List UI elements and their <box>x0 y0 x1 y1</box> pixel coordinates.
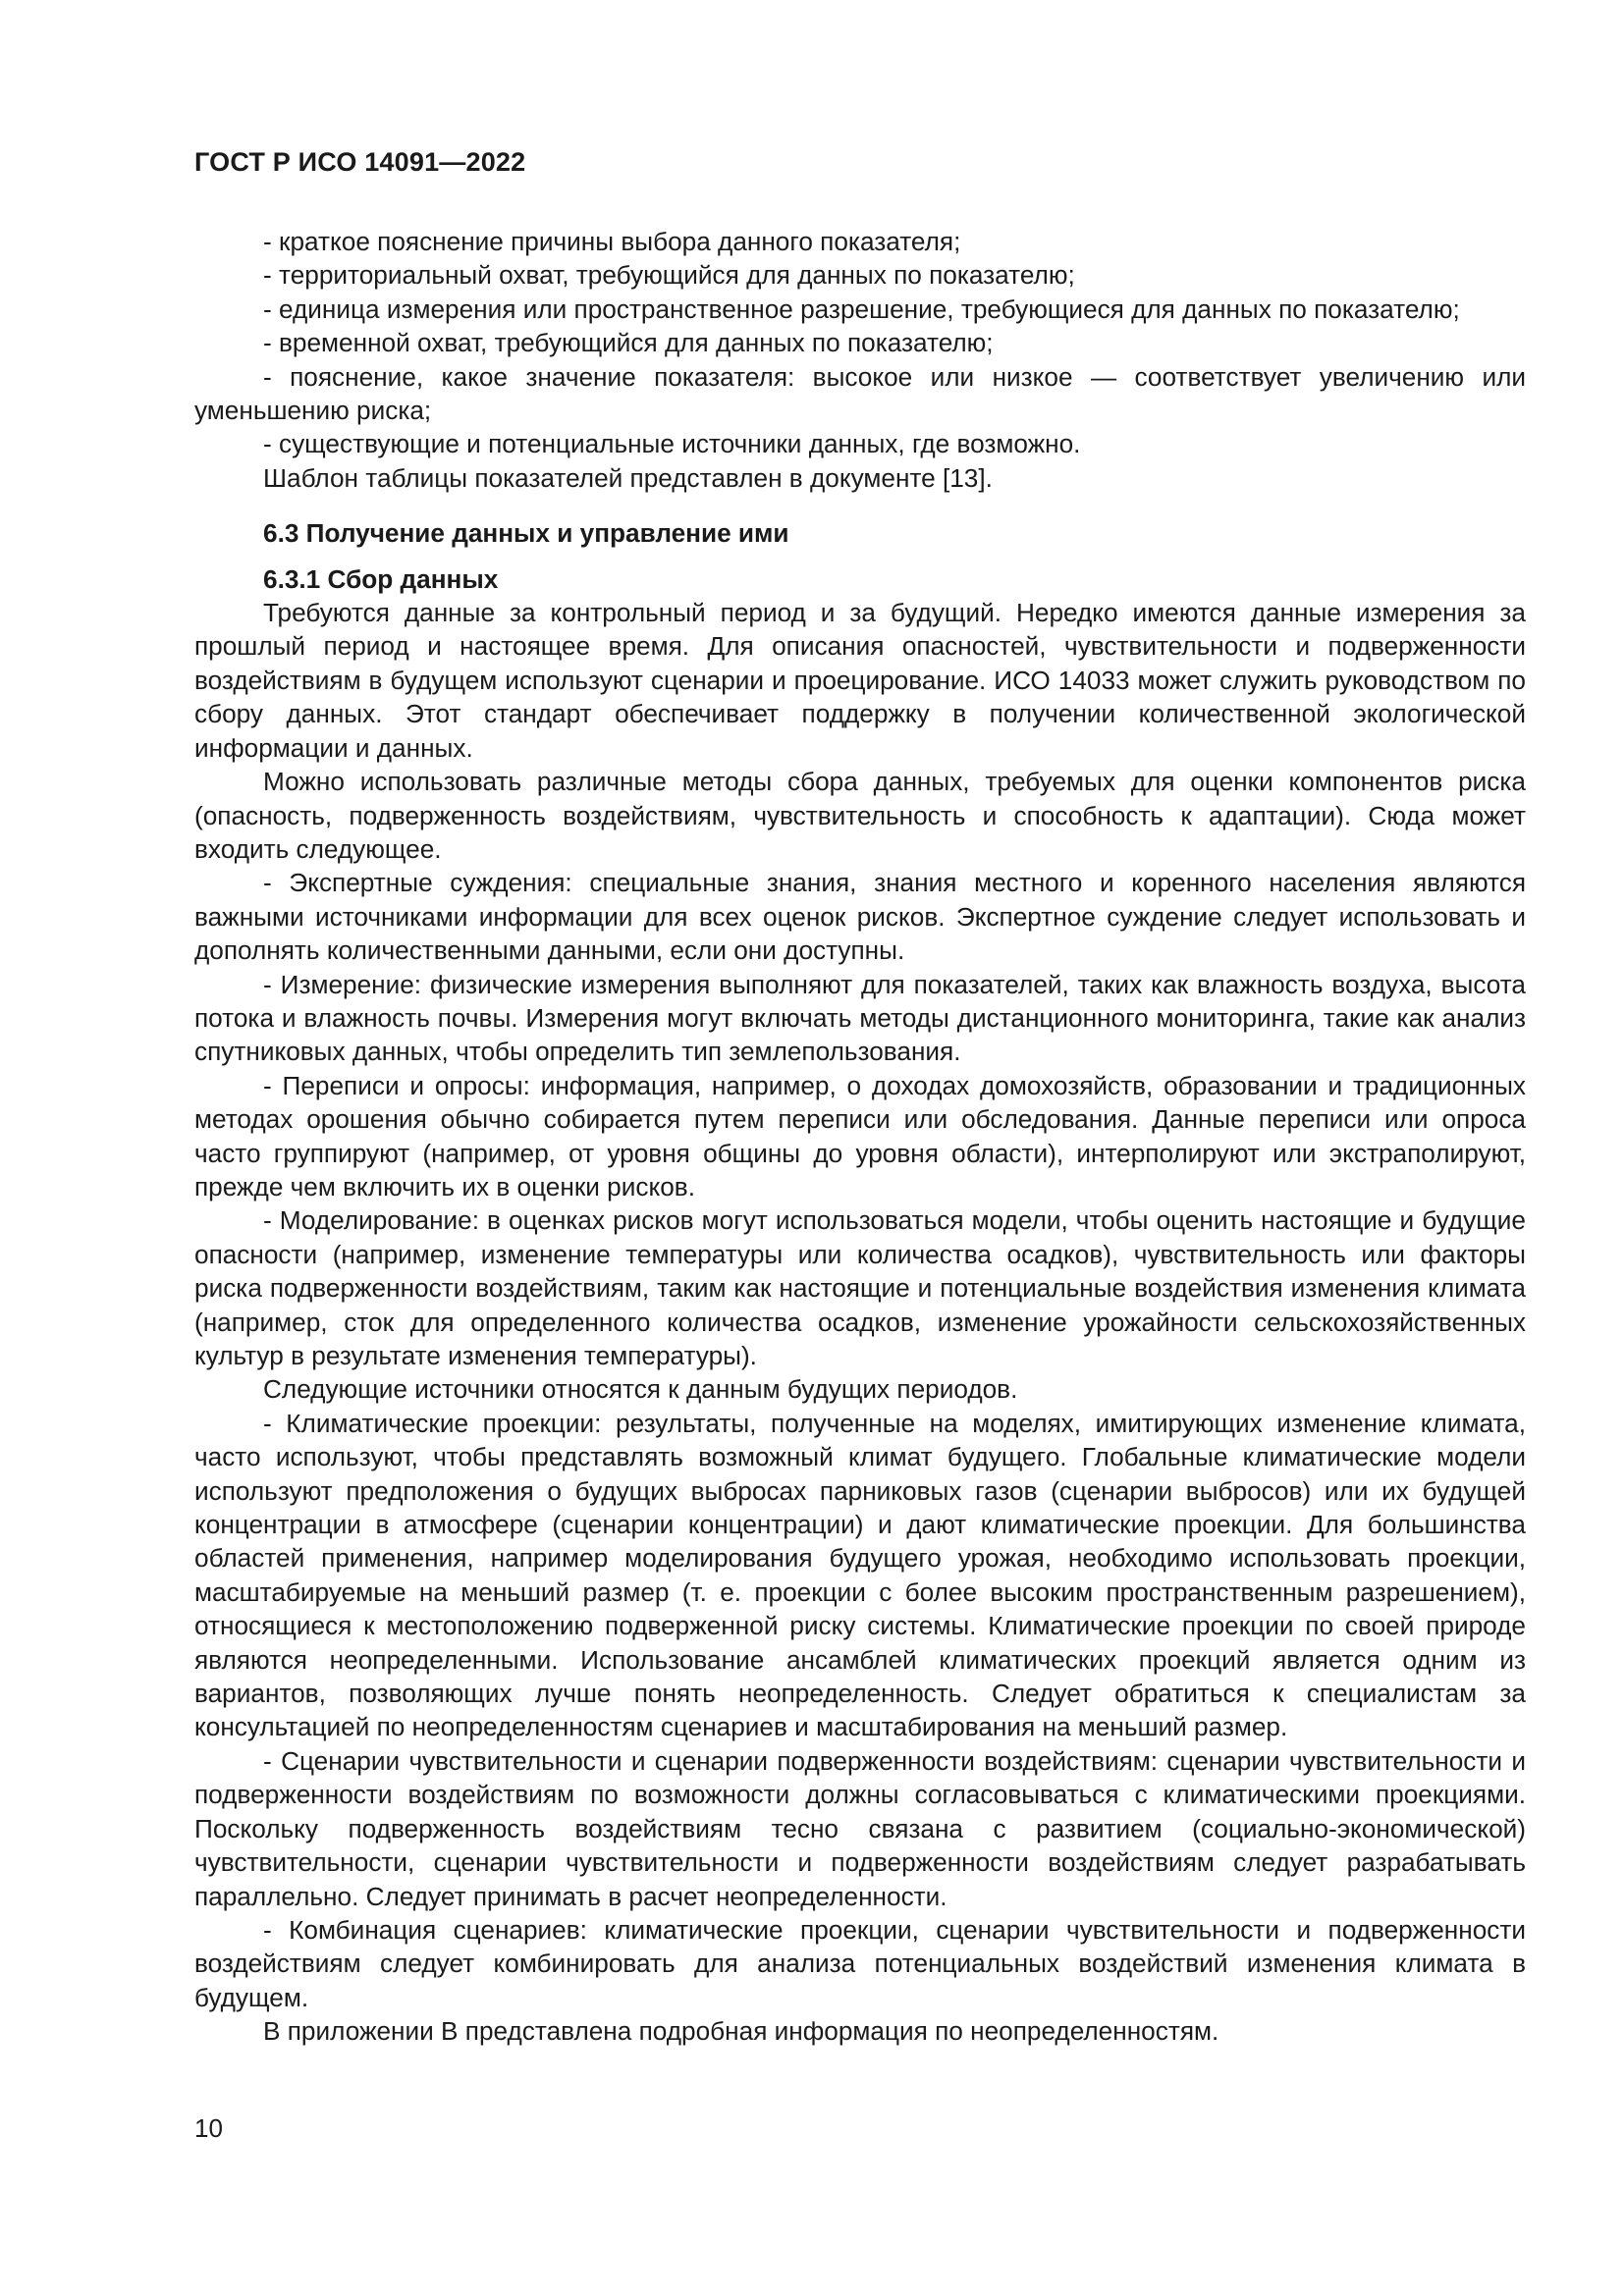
list-item: - Экспертные суждения: специальные знания, знания местного и коренного населения являются важными источниками информации для всех оценок рисков. Экспертное суждение следует использовать и дополнять количественными данными, если они доступны. <box>194 868 1526 966</box>
list-item: - Климатические проекции: результаты, полученные на моделях, имитирующих изменение климата, часто используют, чтобы представлять возможный климат будущего. Глобальные климатические модели используют предположения о будущих выбросах парниковых газов (сценарии выбросов) или их будущей концентрации в атмосфере (сценарии концентрации) и дают климатические проекции. Для большинства областей применения, например моделирования будущего урожая, необходимо использовать проекции, масштабируемые на меньший размер (т. е. проекции с более высоким пространственным разрешением), относящиеся к местоположению подверженной риску системы. Климатические проекции по своей природе являются неопределенными. Использование ансамблей климатических проекций является одним из вариантов, позволяющих лучше понять неопределенность. Следует обратиться к специалистам за консультацией по неопределенностям сценариев и масштабирования на меньший размер. <box>194 1408 1526 1742</box>
paragraph: Следующие источники относятся к данным будущих периодов. <box>263 1374 1018 1405</box>
list-item: - Измерение: физические измерения выполняют для показателей, таких как влажность воздуха, высота потока и влажность почвы. Измерения могут включать методы дистанционного мониторинга, такие как анализ спутниковых данных, чтобы определить тип землепользования. <box>194 969 1526 1067</box>
list-item: - единица измерения или пространственное разрешение, требующиеся для данных по показателю; <box>263 294 1460 324</box>
list-item: - временной охват, требующийся для данных по показателю; <box>263 328 994 358</box>
list-item: - пояснение, какое значение показателя: высокое или низкое — соответствует увеличению или уменьшению риска; <box>194 361 1526 426</box>
paragraph: Можно использовать различные методы сбора данных, требуемых для оценки компонентов риска (опасность, подверженность воздействиям, чувствительность и способность к адаптации). Сюда может входить следующее. <box>194 767 1526 864</box>
list-item: - Сценарии чувствительности и сценарии подверженности воздействиям: сценарии чувствительности и подверженности воздействиям по возможности должны согласовываться с климатическими проекциями. Поскольку подверженность воздействиям тесно связана с развитием (социально-экономической) чувствительности, сценарии чувствительности и подверженности воздействиям следует разрабатывать параллельно. Следует принимать в расчет неопределенности. <box>194 1745 1526 1911</box>
document-header: ГОСТ Р ИСО 14091—2022 <box>194 147 526 177</box>
list-item: - Переписи и опросы: информация, например, о доходах домохозяйств, образовании и традиционных методах орошения обычно собирается путем переписи или обследования. Данные переписи или опроса часто группируют (например, от уровня общины до уровня области), интерполируют или экстраполируют, прежде чем включить их в оценки рисков. <box>194 1070 1526 1201</box>
subsection-heading: 6.3.1 Сбор данных <box>263 563 499 594</box>
paragraph: Шаблон таблицы показателей представлен в документе [13]. <box>263 462 993 493</box>
page-number: 10 <box>194 2113 223 2143</box>
list-item: - территориальный охват, требующийся для данных по показателю; <box>263 260 1075 291</box>
section-heading: 6.3 Получение данных и управление ими <box>263 518 789 549</box>
list-item: - Комбинация сценариев: климатические проекции, сценарии чувствительности и подверженности воздействиям следует комбинировать для анализа потенциальных воздействий изменения климата в будущем. <box>194 1914 1526 2012</box>
document-body <box>194 225 1526 2049</box>
list-item: - существующие и потенциальные источники данных, где возможно. <box>263 429 1081 459</box>
paragraph: Требуются данные за контрольный период и за будущий. Нередко имеются данные измерения за прошлый период и настоящее время. Для описания опасностей, чувствительности и подверженности воздействиям в будущем используют сценарии и проецирование. ИСО 14033 может служить руководством по сбору данных. Этот стандарт обеспечивает поддержку в получении количественной экологической информации и данных. <box>194 598 1526 763</box>
list-item: - Моделирование: в оценках рисков могут использоваться модели, чтобы оценить настоящие и будущие опасности (например, изменение температуры или количества осадков), чувствительность или факторы риска подверженности воздействиям, таким как настоящие и потенциальные воздействия изменения климата (например, сток для определенного количества осадков, изменение урожайности сельскохозяйственных культур в результате изменения температуры). <box>194 1205 1526 1370</box>
paragraph: В приложении В представлена подробная информация по неопределенностям. <box>263 2016 1219 2047</box>
list-item: - краткое пояснение причины выбора данного показателя; <box>263 227 961 256</box>
